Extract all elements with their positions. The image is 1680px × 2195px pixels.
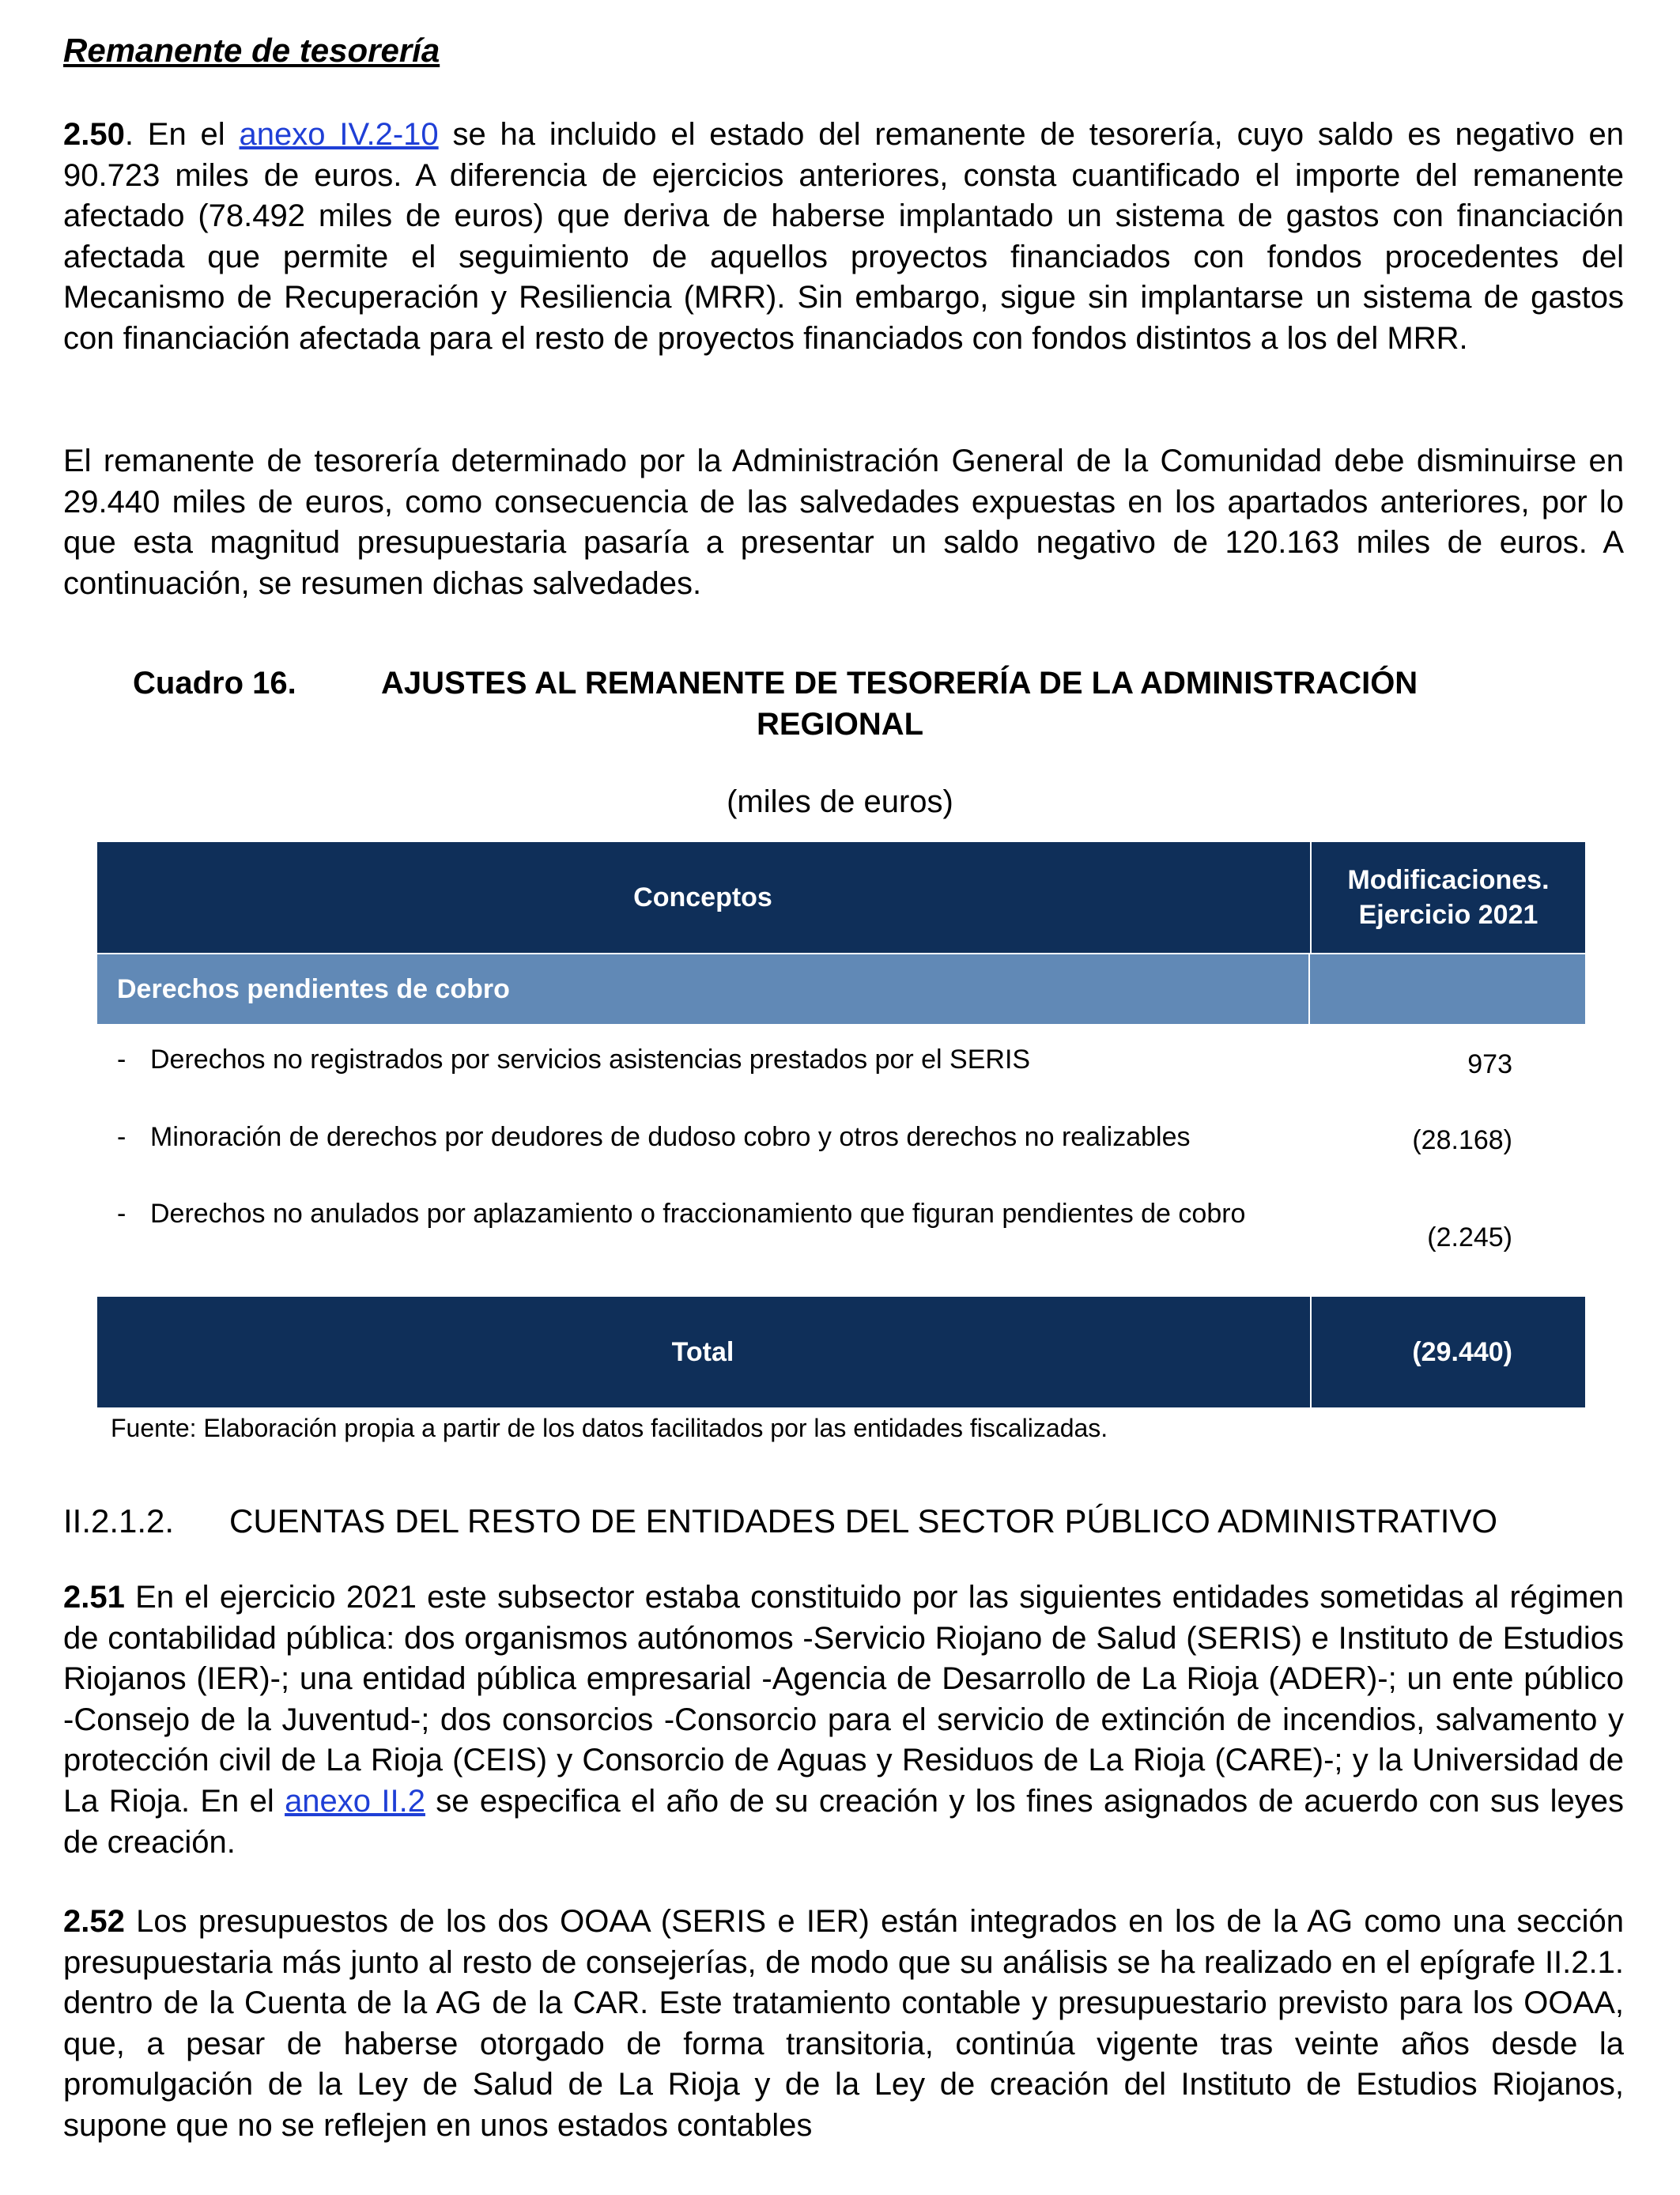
paragraph-text: En el ejercicio 2021 este subsector estaba constituido por las siguientes entidades sometidas al régimen de contabilidad pública: dos organismos autónomos -Servicio Riojano de Salud (SERIS) e Instituto de Estudios Riojanos (IER)-; una entidad pública empresarial -Agencia de Desarrollo de La Rioja (ADER)-; un ente público -Consejo de la Juventud-; dos consorcios -Consorcio para el servicio de extinción de incendios, salvamento y protección civil de La Rioja (CEIS) y Consorcio de Aguas y Residuos de La Rioja (CARE)-; y la Universidad de La Rioja. En el — [63, 1580, 1624, 1819]
row-dash: - — [117, 1199, 126, 1229]
section-value-cell — [1308, 954, 1585, 1024]
row-dash: - — [117, 1122, 126, 1152]
paragraph-2-50-continued: El remanente de tesorería determinado por la Administración General de la Comunidad debe disminuirse en 29.440 miles de euros, como consecuencia de las salvedades expuestas en los apartados anteriores, por lo que esta magnitud presupuestaria pasaría a presentar un saldo negativo de 120.163 miles de euros. A continuación, se resumen dichas salvedades. — [63, 444, 1624, 601]
row-dash: - — [117, 1045, 126, 1075]
header-mod-line2: Ejercicio 2021 — [1358, 900, 1538, 930]
header-concepts: Conceptos — [633, 882, 772, 912]
row-value: 973 — [1467, 1049, 1512, 1079]
paragraph-2-51 — [63, 1577, 1624, 1863]
header-mod-line1: Modificaciones. — [1347, 865, 1550, 895]
row-concept: Derechos no registrados por servicios asistencias prestados por el SERIS — [150, 1045, 1031, 1075]
paragraph-text: se especifica el año de su creación y los fines asignados de acuerdo con sus leyes de creación. — [63, 1783, 1624, 1860]
paragraph-number: 2.50 — [63, 117, 125, 152]
paragraph-2-52 — [63, 1902, 1624, 2147]
table-header — [97, 842, 1585, 953]
table-number: Cuadro 16. — [133, 666, 296, 701]
total-value: (29.440) — [1310, 1297, 1585, 1407]
header-modifications — [1310, 842, 1585, 953]
row-concept: Derechos no anulados por aplazamiento o fraccionamiento que figuran pendientes de cobro — [150, 1199, 1246, 1229]
annex-link[interactable]: anexo IV.2-10 — [239, 117, 439, 152]
paragraph-number: 2.52 — [63, 1904, 125, 1939]
subsection-code: II.2.1.2. — [63, 1502, 175, 1540]
table-total-row — [97, 1297, 1585, 1407]
row-concept: Minoración de derechos por deudores de dudoso cobro y otros derechos no realizables — [150, 1122, 1191, 1152]
row-value: (2.245) — [1427, 1222, 1512, 1252]
paragraph-text: . En el — [124, 117, 240, 152]
section-heading: Remanente de tesorería — [63, 32, 440, 69]
paragraph-text: Los presupuestos de los dos OOAA (SERIS e IER) están integrados en los de la AG como una sección presupuestaria más junto al resto de consejerías, de modo que su análisis se ha realizado en el epígrafe II.2.1. dentro de la Cuenta de la AG de la CAR. Este tratamiento contable y presupuestario previsto para los OOAA, que, a pesar de haberse otorgado de forma transitoria, continúa vigente tras veinte años desde la promulgación de la Ley de Salud de La Rioja y de la Ley de creación del Instituto de Estudios Riojanos, supone que no se reflejen en unos estados contables — [63, 1904, 1624, 2143]
paragraph-text: se ha incluido el estado del remanente de tesorería, cuyo saldo es negativo en 90.723 miles de euros. A diferencia de ejercicios anteriores, consta cuantificado el importe del remanente afectado (78.492 miles de euros) que deriva de haberse implantado un sistema de gastos con financiación afectada que permite el seguimiento de aquellos proyectos financiados con fondos procedentes del Mecanismo de Recuperación y Resiliencia (MRR). Sin embargo, sigue sin implantarse un sistema de gastos con financiación afectada para el resto de proyectos financiados con fondos distintos a los del MRR. — [63, 117, 1625, 356]
total-label: Total — [671, 1336, 734, 1367]
paragraph-number: 2.51 — [63, 1580, 125, 1615]
row-value: (28.168) — [1412, 1125, 1512, 1155]
table-title-line1: AJUSTES AL REMANENTE DE TESORERÍA DE LA ADMINISTRACIÓN — [381, 666, 1418, 701]
table-units: (miles de euros) — [727, 784, 953, 819]
table-source: Fuente: Elaboración propia a partir de los datos facilitados por las entidades fiscalizadas. — [111, 1414, 1108, 1442]
table-title-line2: REGIONAL — [756, 707, 924, 742]
subsection-title: CUENTAS DEL RESTO DE ENTIDADES DEL SECTOR PÚBLICO ADMINISTRATIVO — [229, 1502, 1498, 1540]
table-section-row — [97, 954, 1585, 1024]
annex-link[interactable]: anexo II.2 — [285, 1783, 425, 1819]
section-label: Derechos pendientes de cobro — [117, 973, 510, 1004]
paragraph-2-50 — [63, 115, 1624, 360]
